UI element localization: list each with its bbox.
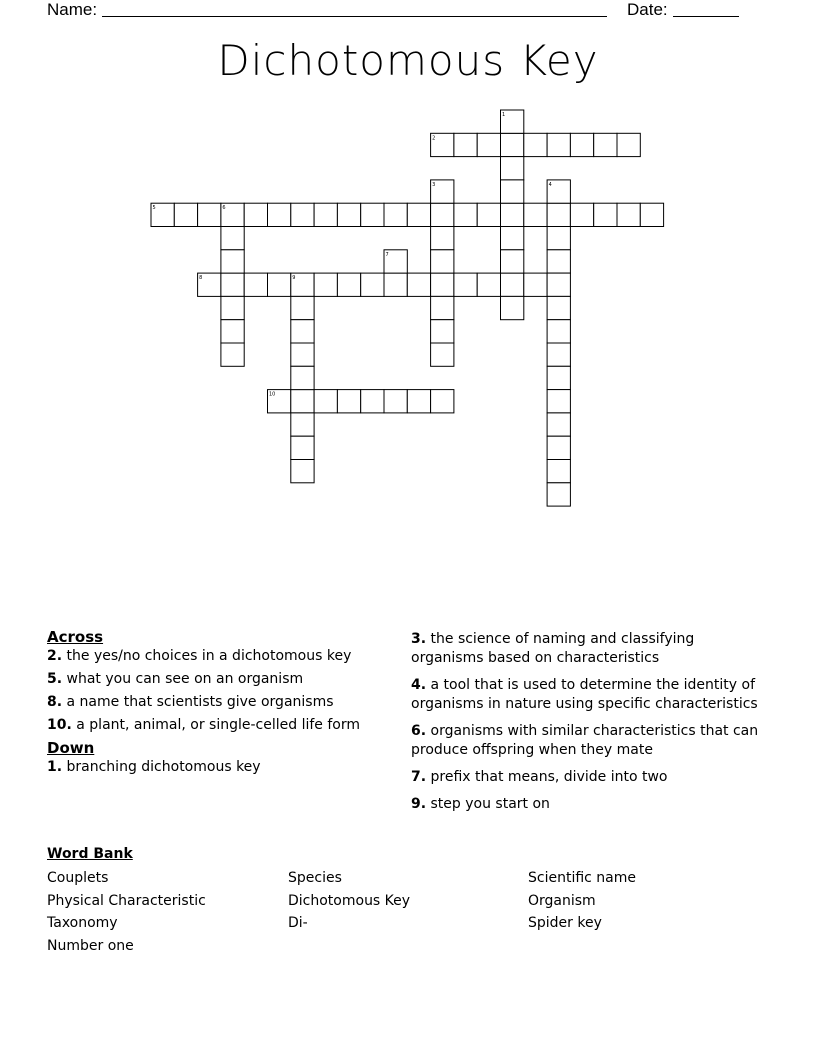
crossword-cell[interactable] — [431, 390, 454, 413]
crossword-cell-number: 5 — [152, 205, 156, 212]
clue-down-3: 3. the science of naming and classifying organisms based on characteristics — [411, 631, 695, 666]
word-bank-item: Physical Characteristic — [47, 892, 206, 909]
clues-left-column — [47, 628, 397, 781]
crossword-cell[interactable] — [431, 320, 454, 343]
crossword-cell[interactable] — [314, 203, 337, 226]
crossword-cell-number: 9 — [292, 275, 296, 282]
crossword-cell[interactable] — [617, 203, 640, 226]
crossword-cell[interactable] — [547, 133, 570, 156]
crossword-cell[interactable] — [198, 203, 221, 226]
crossword-cell[interactable] — [477, 203, 500, 226]
crossword-cell[interactable] — [268, 273, 291, 296]
crossword-cell[interactable] — [384, 390, 407, 413]
crossword-cell[interactable] — [431, 250, 454, 273]
crossword-cell[interactable] — [221, 343, 244, 366]
crossword-cell[interactable] — [501, 296, 524, 319]
crossword-cell-number: 2 — [432, 135, 436, 142]
crossword-cell[interactable] — [291, 366, 314, 389]
crossword-cell[interactable] — [384, 203, 407, 226]
crossword-cell[interactable] — [454, 273, 477, 296]
crossword-cell[interactable] — [291, 203, 314, 226]
crossword-cell[interactable] — [547, 483, 570, 506]
crossword-cell[interactable] — [407, 203, 430, 226]
word-bank-item: Dichotomous Key — [288, 892, 411, 909]
crossword-cell[interactable] — [617, 133, 640, 156]
crossword-cell[interactable] — [524, 273, 547, 296]
crossword-cell[interactable] — [570, 203, 593, 226]
clue-down-1: 1. branching dichotomous key — [47, 759, 261, 775]
crossword-cell[interactable] — [454, 133, 477, 156]
crossword-cell[interactable] — [501, 157, 524, 180]
page-title: Dichotomous Key — [217, 36, 599, 85]
crossword-cell[interactable] — [501, 180, 524, 203]
crossword-cell[interactable] — [501, 133, 524, 156]
crossword-cell[interactable] — [431, 343, 454, 366]
crossword-cell[interactable] — [547, 227, 570, 250]
crossword-cell-number: 7 — [385, 251, 389, 258]
crossword-cell[interactable] — [268, 203, 291, 226]
clue-down-6: 6. organisms with similar characteristics that can produce offspring when they mate — [411, 723, 759, 758]
crossword-cell-number: 10 — [269, 391, 276, 398]
crossword-cell-number: 3 — [432, 181, 436, 188]
crossword-cell[interactable] — [547, 203, 570, 226]
crossword-cell[interactable] — [547, 250, 570, 273]
clue-down-9: 9. step you start on — [411, 796, 550, 812]
crossword-cell[interactable] — [547, 296, 570, 319]
clue-down-7: 7. prefix that means, divide into two — [411, 769, 668, 785]
crossword-cell[interactable] — [291, 413, 314, 436]
crossword-cell[interactable] — [501, 250, 524, 273]
word-bank-col-2 — [288, 867, 410, 935]
word-bank-item: Organism — [528, 892, 596, 909]
crossword-cell[interactable] — [314, 273, 337, 296]
crossword-cell[interactable] — [547, 273, 570, 296]
crossword-cell[interactable] — [291, 343, 314, 366]
crossword-cell[interactable] — [501, 227, 524, 250]
crossword-cell[interactable] — [501, 203, 524, 226]
crossword-cell[interactable] — [291, 296, 314, 319]
word-bank-item: Number one — [47, 937, 134, 954]
word-bank-item: Spider key — [528, 915, 602, 931]
word-bank-col-3 — [528, 867, 636, 935]
crossword-cell[interactable] — [221, 227, 244, 250]
crossword-cell[interactable] — [524, 203, 547, 226]
across-heading: Across — [47, 628, 104, 646]
crossword-cell[interactable] — [291, 320, 314, 343]
crossword-cell[interactable] — [221, 320, 244, 343]
crossword-cell[interactable] — [407, 390, 430, 413]
crossword-cell-number: 4 — [548, 181, 552, 188]
crossword-cell[interactable] — [244, 273, 267, 296]
name-label: Name: — [47, 0, 98, 19]
crossword-cell-number: 1 — [502, 112, 506, 118]
crossword-cell[interactable] — [174, 203, 197, 226]
down-heading: Down — [47, 739, 95, 757]
crossword-cell[interactable] — [314, 390, 337, 413]
crossword-cell[interactable] — [454, 203, 477, 226]
crossword-cell[interactable] — [477, 273, 500, 296]
crossword-cell[interactable] — [221, 250, 244, 273]
crossword-cell[interactable] — [361, 203, 384, 226]
crossword-cell[interactable] — [594, 133, 617, 156]
crossword-cell[interactable] — [431, 227, 454, 250]
crossword-cell[interactable] — [221, 273, 244, 296]
crossword-cell[interactable] — [291, 460, 314, 483]
crossword-cell[interactable] — [244, 203, 267, 226]
crossword-cell[interactable] — [337, 390, 360, 413]
crossword-cell[interactable] — [431, 203, 454, 226]
crossword-cell[interactable] — [547, 460, 570, 483]
crossword-cell[interactable] — [547, 390, 570, 413]
word-bank-item: Species — [288, 870, 342, 886]
clue-across-8: 8. a name that scientists give organisms — [47, 694, 334, 710]
crossword-cell[interactable] — [361, 390, 384, 413]
crossword-cell[interactable] — [547, 320, 570, 343]
crossword-cell[interactable] — [407, 273, 430, 296]
crossword-cell[interactable] — [570, 133, 593, 156]
word-bank-item: Di- — [288, 915, 308, 931]
crossword-cell[interactable] — [594, 203, 617, 226]
date-label: Date: — [627, 0, 668, 19]
crossword-cell-number: 6 — [222, 205, 226, 212]
crossword-cell[interactable] — [221, 296, 244, 319]
clue-down-4: 4. a tool that is used to determine the identity of organisms in nature using specific characteristics — [411, 677, 758, 712]
word-bank-col-1 — [47, 867, 206, 957]
crossword-cell[interactable] — [431, 273, 454, 296]
crossword-cell[interactable] — [547, 436, 570, 459]
crossword-cell[interactable] — [384, 273, 407, 296]
crossword-cell[interactable] — [337, 273, 360, 296]
crossword-cell[interactable] — [291, 390, 314, 413]
crossword-cell[interactable] — [291, 436, 314, 459]
crossword-cell[interactable] — [431, 296, 454, 319]
clue-across-10: 10. a plant, animal, or single-celled life form — [47, 717, 360, 733]
crossword-cell[interactable] — [547, 366, 570, 389]
crossword-cell[interactable] — [524, 133, 547, 156]
crossword-cell[interactable] — [547, 413, 570, 436]
clue-across-5: 5. what you can see on an organism — [47, 671, 304, 687]
word-bank-item: Taxonomy — [47, 915, 118, 931]
crossword-cell[interactable] — [337, 203, 360, 226]
crossword-cell[interactable] — [361, 273, 384, 296]
word-bank-item: Couplets — [47, 870, 109, 886]
crossword-cell[interactable] — [501, 273, 524, 296]
clue-across-2: 2. the yes/no choices in a dichotomous key — [47, 648, 352, 664]
crossword-cell[interactable] — [477, 133, 500, 156]
word-bank-heading: Word Bank — [47, 846, 133, 862]
crossword-cell-number: 8 — [199, 275, 203, 282]
crossword-cell[interactable] — [547, 343, 570, 366]
clues-right-column — [411, 630, 769, 818]
word-bank-item: Scientific name — [528, 870, 637, 886]
crossword-cell[interactable] — [640, 203, 663, 226]
